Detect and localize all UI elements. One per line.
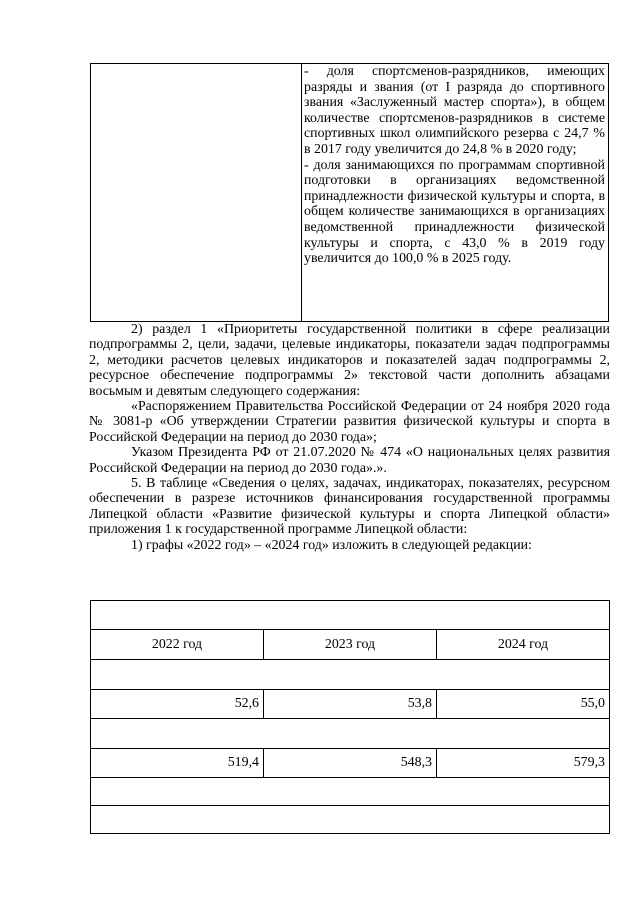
body-paragraph: 5. В таблице «Сведения о целях, задачах, индикаторах, показателях, ресурсном обеспечении в разрезе источников финансирования государственной программы Липецкой области «Развитие физической культуры и спорта Липецкой области» приложения 1 к государственной программе Липецкой области: [89, 476, 610, 538]
table-cell-value: 519,4 [91, 749, 264, 778]
body-paragraph: «Распоряжением Правительства Российской Федерации от 24 ноября 2020 года № 3081-р «Об утверждении Стратегии развития физической культуры и спорта в Российской Федерации на период до 2030 года»; [89, 399, 610, 445]
column-header-2022: 2022 год [91, 630, 264, 660]
table-row [91, 660, 610, 690]
table-cell-empty [91, 778, 610, 806]
table-cell-value: 548,3 [264, 749, 437, 778]
table-header-row [91, 630, 610, 660]
body-paragraph: 2) раздел 1 «Приоритеты государственной политики в сфере реализации подпрограммы 2, цели, задачи, целевые индикаторы, показатели задач подпрограммы 2, методики расчетов целевых индикаторов и показателей задач подпрограммы 2, ресурсное обеспечение подпрограммы 2» текстовой части дополнить абзацами восьмым и девятым следующего содержания: [89, 322, 610, 399]
table-row [91, 719, 610, 749]
table-cell-empty [91, 719, 610, 749]
table-row [91, 601, 610, 630]
table-row [91, 778, 610, 806]
table-cell-value: 53,8 [264, 690, 437, 719]
table-row [91, 806, 610, 834]
table-cell-value: 52,6 [91, 690, 264, 719]
table-row [91, 690, 610, 719]
table-cell-indicators [302, 64, 608, 321]
body-paragraph: Указом Президента РФ от 21.07.2020 № 474 «О национальных целях развития Российской Федерации на период до 2030 года».». [89, 445, 610, 476]
table-cell-empty [91, 601, 610, 630]
document-body [89, 322, 610, 553]
table-row [91, 749, 610, 778]
indicator-paragraph-1: - доля спортсменов-разрядников, имеющих разряды и звания (от I разряда до спортивного звания «Заслуженный мастер спорта»), в общем количестве спортсменов-разрядников в системе спортивных школ олимпийского резерва с 24,7 % в 2017 году увеличится до 24,8 % в 2020 году; [304, 64, 605, 157]
years-table [90, 600, 610, 834]
table-cell-value: 55,0 [437, 690, 610, 719]
table-cell-empty [91, 64, 302, 321]
indicator-paragraph-2: - доля занимающихся по программам спортивной подготовки в организациях ведомственной принадлежности физической культуры и спорта, в общем количестве занимающихся в организациях ведомственной принадлежности физической культуры и спорта, с 43,0 % в 2019 году увеличится до 100,0 % в 2025 году. [304, 157, 605, 267]
indicators-table-continuation [90, 63, 609, 322]
column-header-2023: 2023 год [264, 630, 437, 660]
table-cell-empty [91, 806, 610, 834]
table-cell-empty [91, 660, 610, 690]
table-cell-value: 579,3 [437, 749, 610, 778]
column-header-2024: 2024 год [437, 630, 610, 660]
body-paragraph: 1) графы «2022 год» – «2024 год» изложить в следующей редакции: [131, 537, 532, 553]
